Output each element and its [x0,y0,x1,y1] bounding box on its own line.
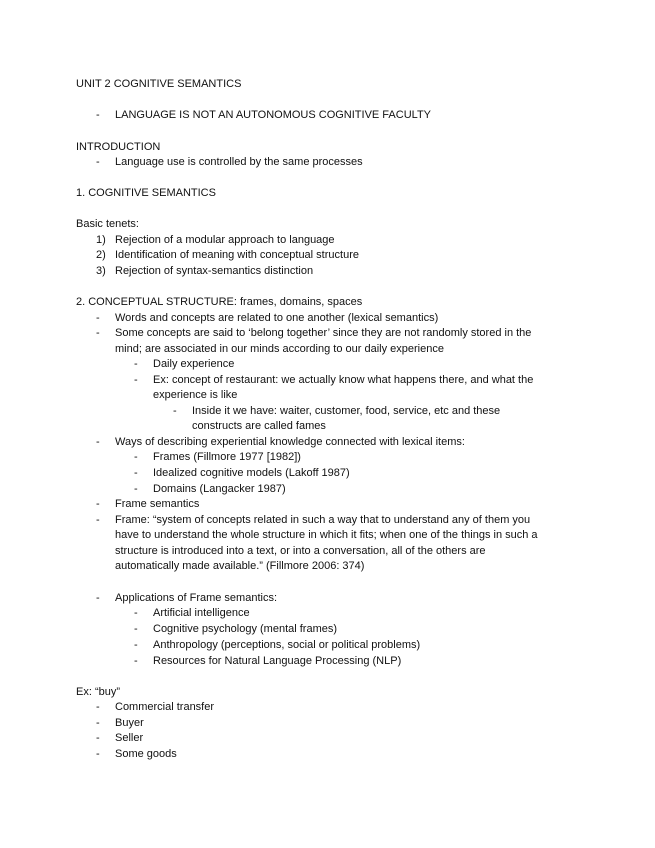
list-item-line: Some concepts are said to ‘belong together’ since they are not randomly stored in the [115,327,532,339]
bullet-dash: - [134,483,138,495]
sub-list-item: Idealized cognitive models (Lakoff 1987) [153,467,350,479]
bullet-dash: - [134,655,138,667]
tenet-item: Rejection of syntax-semantics distinction [115,265,314,277]
sub-list-item: Daily experience [153,358,235,370]
bullet-dash: - [96,498,100,510]
bullet-dash: - [96,312,100,324]
bullet-dash: - [96,732,100,744]
intro-heading: INTRODUCTION [76,141,161,153]
bullet-dash: - [96,156,100,168]
sub-list-item-line: Ex: concept of restaurant: we actually know what happens there, and what the [153,374,534,386]
applications-heading: Applications of Frame semantics: [115,592,278,604]
sub-list-item-line: experience is like [153,389,238,401]
sub-sub-list-item-line: Inside it we have: waiter, customer, food, service, etc and these [192,405,501,417]
bullet-dash: - [134,451,138,463]
quote-line: have to understand the whole structure in which it fits; when one of the things in such a [115,529,538,541]
bullet-dash: - [96,748,100,760]
section-heading-1: 1. COGNITIVE SEMANTICS [76,187,216,199]
tenet-number: 1) [96,234,106,246]
application-item: Anthropology (perceptions, social or political problems) [153,639,421,651]
tenets-heading: Basic tenets: [76,218,139,230]
bullet-dash: - [134,374,138,386]
list-item: Language use is controlled by the same processes [115,156,363,168]
bullet-dash: - [134,623,138,635]
document-subtitle: LANGUAGE IS NOT AN AUTONOMOUS COGNITIVE FACULTY [115,109,432,121]
example-item: Some goods [115,748,177,760]
list-item: Words and concepts are related to one another (lexical semantics) [115,312,439,324]
quote-line: automatically made available.” (Fillmore 2006: 374) [115,560,365,572]
tenet-item: Rejection of a modular approach to language [115,234,335,246]
application-item: Artificial intelligence [153,607,250,619]
list-item-line: mind; are associated in our minds according to our daily experience [115,343,444,355]
bullet-dash: - [96,436,100,448]
example-item: Commercial transfer [115,701,215,713]
bullet-dash: - [96,592,100,604]
section-heading-2: 2. CONCEPTUAL STRUCTURE: frames, domains, spaces [76,296,363,308]
example-item: Seller [115,732,144,744]
sub-list-item: Frames (Fillmore 1977 [1982]) [153,451,301,463]
bullet-dash: - [134,467,138,479]
document-title: UNIT 2 COGNITIVE SEMANTICS [76,78,242,90]
bullet-dash: - [96,701,100,713]
sub-sub-list-item-line: constructs are called fames [192,420,326,432]
sub-list-item: Domains (Langacker 1987) [153,483,286,495]
tenet-number: 2) [96,249,106,261]
application-item: Cognitive psychology (mental frames) [153,623,338,635]
bullet-dash: - [134,358,138,370]
list-item: Ways of describing experiential knowledge connected with lexical items: [115,436,465,448]
tenet-item: Identification of meaning with conceptual structure [115,249,359,261]
quote-line: structure is introduced into a text, or into a conversation, all of the others are [115,545,486,557]
tenet-number: 3) [96,265,106,277]
bullet-dash: - [173,405,177,417]
quote-line: Frame: “system of concepts related in such a way that to understand any of them you [115,514,531,526]
bullet-dash: - [134,607,138,619]
bullet-dash: - [96,109,100,121]
bullet-dash: - [96,717,100,729]
bullet-dash: - [134,639,138,651]
application-item: Resources for Natural Language Processing (NLP) [153,655,402,667]
example-item: Buyer [115,717,144,729]
example-heading: Ex: “buy” [76,686,121,698]
bullet-dash: - [96,327,100,339]
list-item: Frame semantics [115,498,200,510]
bullet-dash: - [96,514,100,526]
